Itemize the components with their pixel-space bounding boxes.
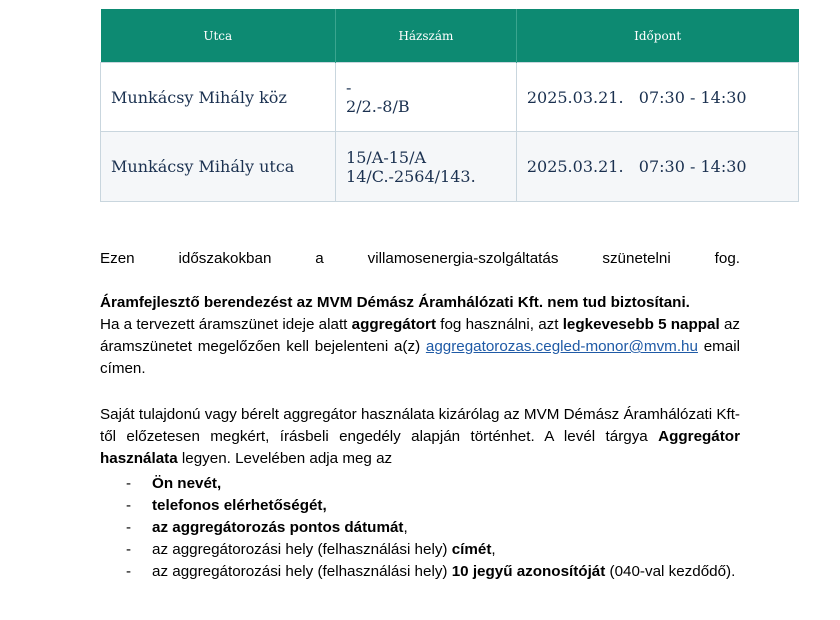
permission-paragraph bbox=[100, 404, 740, 470]
list-item bbox=[100, 561, 740, 583]
cell-street: Munkácsy Mihály köz bbox=[101, 63, 336, 132]
bold-text: címét bbox=[451, 541, 492, 558]
table-header-row bbox=[101, 9, 799, 63]
text: az aggregátorozási hely (felhasználási hely) bbox=[152, 563, 452, 580]
outage-table bbox=[100, 9, 799, 202]
required-info-list bbox=[100, 473, 740, 583]
dash-marker: - bbox=[126, 541, 132, 558]
no-generator-statement bbox=[100, 292, 740, 314]
list-item bbox=[100, 473, 740, 495]
list-item bbox=[100, 539, 740, 561]
generator-report-text bbox=[100, 314, 740, 380]
bold-text: telefonos elérhetőségét, bbox=[152, 497, 327, 514]
dash-marker: - bbox=[126, 563, 132, 580]
text: (040-val kezdődő). bbox=[605, 563, 736, 580]
header-street: Utca bbox=[101, 9, 336, 63]
bold-text: az aggregátorozás pontos dátumát bbox=[152, 519, 404, 536]
generator-notice-paragraph bbox=[100, 292, 740, 380]
cell-time: 2025.03.21. 07:30 - 14:30 bbox=[516, 132, 798, 202]
bold-text: Ön nevét, bbox=[152, 475, 222, 492]
table-row bbox=[101, 63, 799, 132]
house-number-line: 14/C.-2564/143. bbox=[346, 166, 476, 186]
bold-text: 10 jegyű azonosítóját bbox=[451, 563, 606, 580]
dash-marker: - bbox=[126, 519, 132, 536]
house-number-line: 2/2.-8/B bbox=[346, 97, 410, 116]
bold-text: Áramfejlesztő berendezést az MVM Démász Áramhálózati Kft. nem tud biztosítani. bbox=[100, 294, 690, 311]
header-time: Időpont bbox=[516, 9, 798, 63]
text: az áramszünetet megelőzően kell bejelenteni a(z) bbox=[100, 316, 741, 355]
text: email címen. bbox=[100, 338, 740, 377]
cell-street: Munkácsy Mihály utca bbox=[101, 132, 336, 202]
cell-house-number bbox=[336, 63, 517, 132]
bold-text: legkevesebb 5 nappal bbox=[562, 316, 720, 333]
text: fog használni, azt bbox=[436, 316, 563, 333]
dash-marker: - bbox=[126, 497, 132, 514]
cell-time: 2025.03.21. 07:30 - 14:30 bbox=[516, 63, 798, 132]
header-house-number: Házszám bbox=[336, 9, 517, 63]
text: , bbox=[491, 541, 496, 558]
bold-text: aggregátort bbox=[351, 316, 437, 333]
list-item bbox=[100, 495, 740, 517]
email-link[interactable]: aggregatorozas.cegled-monor@mvm.hu bbox=[425, 338, 698, 355]
text: Ha a tervezett áramszünet ideje alatt bbox=[100, 316, 352, 333]
text: legyen. Levelében adja meg az bbox=[177, 450, 393, 467]
text: Saját tulajdonú vagy bérelt aggregátor használata kizárólag az MVM Démász Áramhálózati Kft-től előzetesen megkért, írásbeli engedély alapján történhet. A levél tárgya bbox=[100, 406, 740, 445]
outage-notice-paragraph: Ezen időszakokban a villamosenergia-szolgáltatás szünetelni fog. bbox=[100, 250, 740, 267]
table-row bbox=[101, 132, 799, 202]
bold-text: Aggregátor használata bbox=[100, 428, 740, 467]
house-number-line: - bbox=[346, 78, 352, 97]
list-item bbox=[100, 517, 740, 539]
text: , bbox=[403, 519, 408, 536]
dash-marker: - bbox=[126, 475, 132, 492]
house-number-line: 15/A-15/A bbox=[346, 147, 427, 167]
text: az aggregátorozási hely (felhasználási hely) bbox=[152, 541, 452, 558]
cell-house-number bbox=[336, 132, 517, 202]
